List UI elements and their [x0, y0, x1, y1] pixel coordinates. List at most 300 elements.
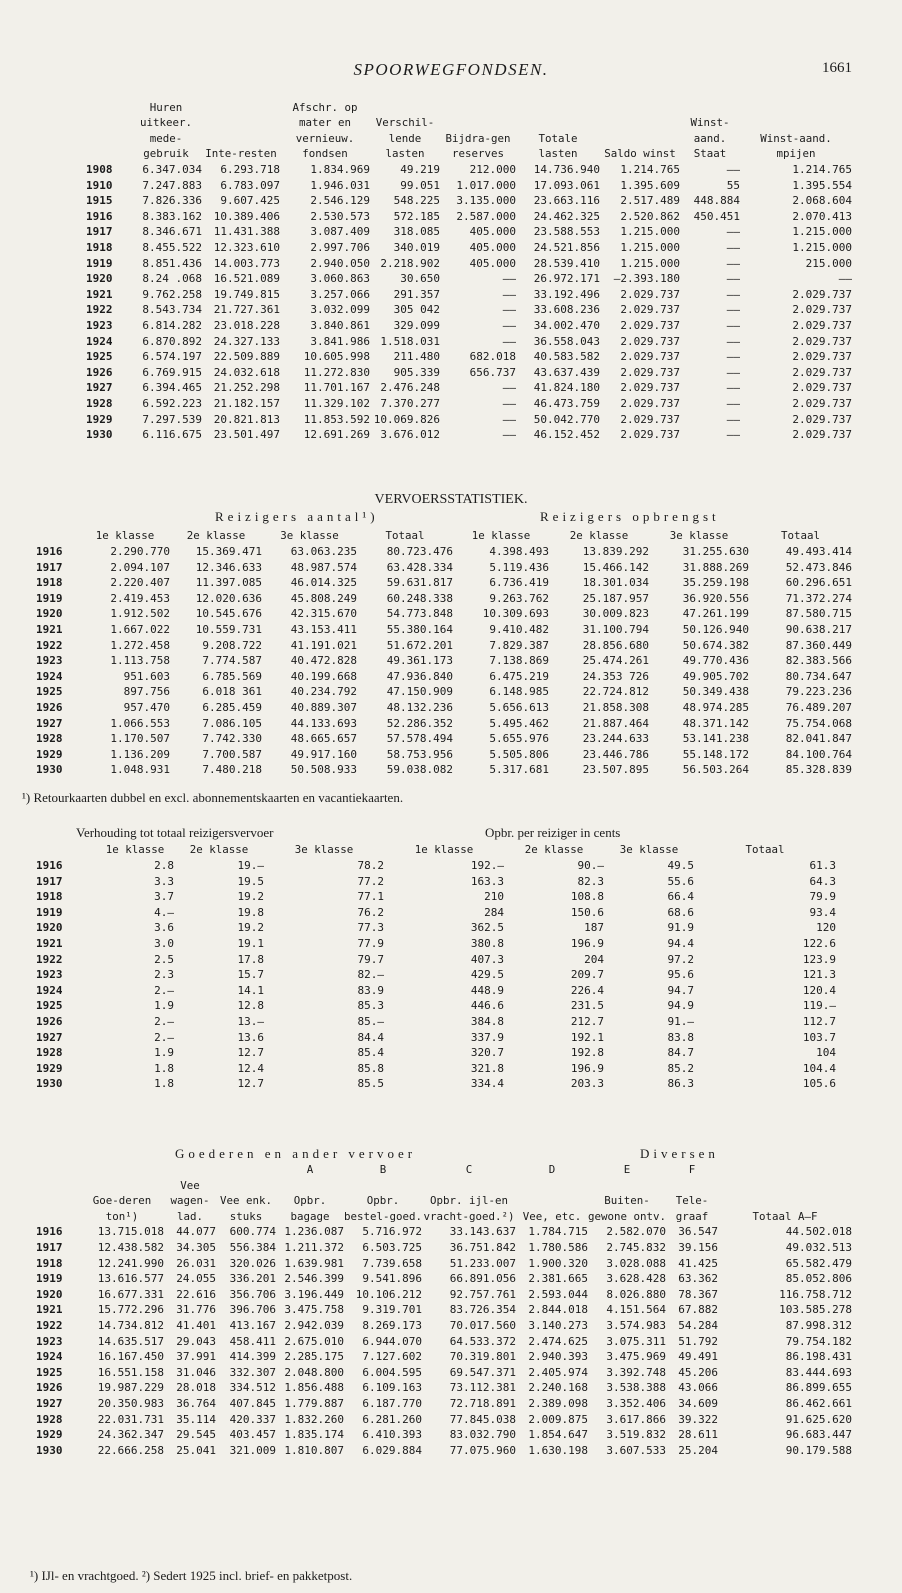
- table-cell: 94.4: [667, 936, 694, 950]
- table-cell: 28.856.680: [582, 638, 649, 652]
- table-cell: 17.8: [237, 952, 264, 966]
- table-cell: 3.676.012: [380, 428, 440, 442]
- table-cell: 19.5: [237, 874, 264, 888]
- column-header: Totaal: [780, 529, 820, 543]
- table-cell: 79.7: [357, 952, 384, 966]
- table-row: [36, 762, 852, 778]
- table-row: [36, 1427, 852, 1443]
- column-header: Bijdra-gen reserves: [445, 131, 511, 161]
- table-cell: 14.1: [237, 983, 264, 997]
- table-cell: 11.701.167: [303, 381, 370, 395]
- table-cell: 22.616: [176, 1287, 216, 1301]
- table-cell: 85.—: [357, 1014, 384, 1028]
- table-cell: 2.029.737: [792, 412, 852, 426]
- table-cell: 19.987.229: [97, 1381, 164, 1395]
- table-cell: 85.5: [357, 1077, 384, 1091]
- table-cell: ——: [502, 396, 516, 410]
- table-cell: ——: [502, 412, 516, 426]
- table-row: [36, 1396, 852, 1412]
- table-cell: 15.369.471: [195, 545, 262, 558]
- group-header-goederen: Goederen en ander vervoer: [175, 1146, 417, 1161]
- table-cell: 334.4: [470, 1077, 504, 1091]
- row-year: 1917: [36, 1240, 63, 1254]
- table-cell: 1.834.969: [310, 163, 370, 176]
- table-cell: 41.425: [678, 1256, 718, 1270]
- row-year: 1921: [86, 287, 113, 301]
- table-cell: 150.6: [570, 905, 604, 919]
- table-cell: 79.754.182: [785, 1334, 852, 1348]
- table-cell: 5.505.806: [489, 747, 549, 761]
- table-row: [36, 1045, 836, 1061]
- table-row: [86, 193, 852, 209]
- table-cell: 28.539.410: [533, 256, 600, 270]
- column-header: 1e klasse: [95, 529, 155, 543]
- table-cell: 47.150.909: [386, 685, 453, 699]
- table-cell: 1.900.320: [528, 1256, 588, 1270]
- table-cell: 20.821.813: [213, 412, 280, 426]
- table-row: [86, 349, 852, 365]
- table-cell: 4.—: [154, 905, 174, 919]
- row-year: 1918: [86, 240, 113, 254]
- table-row: [36, 638, 852, 654]
- table-cell: 90.638.217: [785, 622, 852, 636]
- table-cell: 3.538.388: [606, 1381, 666, 1395]
- table-cell: 91.—: [667, 1014, 694, 1028]
- row-year: 1927: [36, 1396, 63, 1410]
- row-year: 1919: [36, 905, 63, 919]
- table-cell: 86.462.661: [785, 1396, 852, 1410]
- row-year: 1908: [86, 163, 113, 176]
- table-cell: 2.029.737: [620, 396, 680, 410]
- table-cell: 2.290.770: [110, 545, 170, 558]
- table-cell: 7.774.587: [202, 654, 262, 668]
- table-row: [86, 209, 852, 225]
- row-year: 1918: [36, 1256, 63, 1270]
- table-cell: 1.272.458: [110, 638, 170, 652]
- table-cell: 36.558.043: [533, 334, 600, 348]
- column-header: Saldo winst: [604, 147, 676, 161]
- table-cell: 1.639.981: [284, 1256, 344, 1270]
- table-cell: ——: [726, 334, 740, 348]
- table-row: [36, 1240, 852, 1256]
- table-cell: 29.545: [176, 1428, 216, 1442]
- table-cell: 7.480.218: [202, 763, 262, 777]
- table-cell: 6.018 361: [202, 685, 262, 699]
- table-cell: 337.9: [470, 1030, 504, 1044]
- table-cell: 6.592.223: [142, 396, 202, 410]
- table-cell: 45.808.249: [290, 591, 357, 605]
- table-cell: 35.259.198: [682, 576, 749, 590]
- table-cell: 36.547: [678, 1225, 718, 1239]
- row-year: 1925: [36, 685, 63, 699]
- table-cell: 2.593.044: [528, 1287, 588, 1301]
- table-cell: 33.192.496: [533, 287, 600, 301]
- row-year: 1920: [86, 272, 113, 286]
- table-cell: 119.—: [802, 999, 836, 1013]
- table-cell: 15.7: [237, 968, 264, 982]
- table-cell: 9.410.482: [489, 622, 549, 636]
- table-cell: 85.2: [667, 1061, 694, 1075]
- table-cell: 52.473.846: [785, 560, 852, 574]
- table-row: [36, 905, 836, 921]
- table-row: [86, 318, 852, 334]
- table-cell: 36.751.842: [449, 1240, 516, 1254]
- table-cell: 52.286.352: [386, 716, 453, 730]
- table-cell: 6.347.034: [142, 163, 202, 176]
- table-cell: 82.3: [577, 874, 604, 888]
- table-cell: 14.734.812: [97, 1318, 164, 1332]
- table-cell: 458.411: [229, 1334, 276, 1348]
- table-cell: 6.736.419: [489, 576, 549, 590]
- row-year: 1917: [36, 560, 63, 574]
- table-cell: 2.3: [154, 968, 174, 982]
- table-cell: 1.835.174: [284, 1428, 344, 1442]
- table-cell: 51.792: [678, 1334, 718, 1348]
- table-cell: 103.585.278: [779, 1303, 852, 1317]
- table-cell: 1.214.765: [792, 163, 852, 176]
- table-cell: 123.9: [802, 952, 836, 966]
- passenger-table: [36, 526, 852, 778]
- table-cell: 356.706: [229, 1287, 276, 1301]
- table-cell: 5.655.976: [489, 732, 549, 746]
- table-cell: 47.936.840: [386, 669, 453, 683]
- table-cell: 2.029.737: [620, 303, 680, 317]
- table-cell: 7.138.869: [489, 654, 549, 668]
- table-cell: 5.495.462: [489, 716, 549, 730]
- table-cell: ——: [726, 381, 740, 395]
- table-cell: 384.8: [470, 1014, 504, 1028]
- table-row: [86, 287, 852, 303]
- row-year: 1920: [36, 607, 63, 621]
- column-header: Huren uitkeer. mede-gebruik: [139, 100, 192, 161]
- column-header: [86, 90, 130, 162]
- table-cell: 22.031.731: [97, 1412, 164, 1426]
- table-cell: 420.337: [229, 1412, 276, 1426]
- table-cell: 73.112.381: [449, 1381, 516, 1395]
- table-cell: 6.004.595: [362, 1365, 422, 1379]
- table-cell: 28.611: [678, 1428, 718, 1442]
- table-cell: 70.319.801: [449, 1350, 516, 1364]
- table-cell: 3.087.409: [310, 225, 370, 239]
- table-cell: 163.3: [470, 874, 504, 888]
- table-cell: ——: [502, 381, 516, 395]
- table-row: [36, 998, 836, 1014]
- column-header: Goe-deren ton¹): [92, 1194, 152, 1223]
- table-cell: ——: [726, 163, 740, 176]
- table-row: [36, 544, 852, 560]
- column-header: 2e klasse: [189, 843, 249, 857]
- table-cell: ——: [726, 256, 740, 270]
- table-cell: 108.8: [570, 890, 604, 904]
- table-cell: 112.7: [802, 1014, 836, 1028]
- table-cell: ——: [726, 365, 740, 379]
- table-row: [86, 302, 852, 318]
- table-cell: ——: [726, 396, 740, 410]
- table-cell: 83.032.790: [449, 1428, 516, 1442]
- table-cell: 46.473.759: [533, 396, 600, 410]
- table-cell: 49.491: [678, 1350, 718, 1364]
- table-cell: 56.503.264: [682, 763, 749, 777]
- table-cell: 31.046: [176, 1365, 216, 1379]
- row-year: 1917: [86, 225, 113, 239]
- table-cell: 76.489.207: [785, 700, 852, 714]
- table-cell: 2.029.737: [792, 318, 852, 332]
- table-cell: 49.361.173: [386, 654, 453, 668]
- table-row: [36, 858, 836, 874]
- table-cell: 18.301.034: [582, 576, 649, 590]
- row-year: 1916: [86, 209, 113, 223]
- table-cell: 1.395.609: [620, 178, 680, 192]
- row-year: 1928: [36, 1412, 63, 1426]
- table-cell: 59.631.817: [386, 576, 453, 590]
- group-header-reizigers-aantal: Reizigers aantal¹): [215, 509, 379, 524]
- table-cell: 19.2: [237, 890, 264, 904]
- row-year: 1925: [36, 1365, 63, 1379]
- table-cell: 90.179.588: [785, 1443, 852, 1457]
- row-year: 1928: [36, 732, 63, 746]
- column-header: 3e klasse: [294, 843, 354, 857]
- row-year: 1929: [36, 747, 63, 761]
- table-cell: ——: [502, 428, 516, 442]
- table-cell: 46.152.452: [533, 428, 600, 442]
- table-cell: 40.583.582: [533, 350, 600, 364]
- table-cell: 1.518.031: [380, 334, 440, 348]
- table-cell: 13.616.577: [97, 1272, 164, 1286]
- column-header: [36, 840, 96, 858]
- table-cell: 34.609: [678, 1396, 718, 1410]
- row-year: 1929: [36, 1061, 63, 1075]
- table-cell: 334.512: [229, 1381, 276, 1395]
- table-row: [36, 1256, 852, 1272]
- table-cell: 61.3: [809, 859, 836, 872]
- table-row: [86, 224, 852, 240]
- table-cell: 2.029.737: [620, 350, 680, 364]
- table-cell: 36.920.556: [682, 591, 749, 605]
- table-cell: 36.764: [176, 1396, 216, 1410]
- table-cell: 12.7: [237, 1077, 264, 1091]
- column-letter-empty: [36, 1162, 80, 1178]
- table-cell: 3.257.066: [310, 287, 370, 301]
- table-cell: 2.942.039: [284, 1318, 344, 1332]
- row-year: 1910: [86, 178, 113, 192]
- table-cell: 1.215.000: [620, 240, 680, 254]
- table-cell: 104.4: [802, 1061, 836, 1075]
- table-cell: 951.603: [123, 669, 170, 683]
- table-cell: 69.547.371: [449, 1365, 516, 1379]
- table-cell: 50.349.438: [682, 685, 749, 699]
- table-row: [36, 591, 852, 607]
- table-cell: 41.191.021: [290, 638, 357, 652]
- table-cell: 3.7: [154, 890, 174, 904]
- table-cell: 48.665.657: [290, 732, 357, 746]
- table-cell: 6.944.070: [362, 1334, 422, 1348]
- table-cell: 44.502.018: [785, 1225, 852, 1239]
- table-cell: 53.141.238: [682, 732, 749, 746]
- table-cell: ——: [726, 318, 740, 332]
- table-cell: 71.372.274: [785, 591, 852, 605]
- column-header: Totaal A—F: [752, 1209, 818, 1223]
- table-cell: 94.7: [667, 983, 694, 997]
- table-cell: 40.472.828: [290, 654, 357, 668]
- table-row: [36, 967, 836, 983]
- table-cell: 22.724.812: [582, 685, 649, 699]
- table-cell: 3.352.406: [606, 1396, 666, 1410]
- table-cell: 3.135.000: [456, 194, 516, 208]
- table-cell: 1.8: [154, 1077, 174, 1091]
- row-year: 1923: [36, 1334, 63, 1348]
- table-row: [36, 983, 836, 999]
- table-cell: 68.6: [667, 905, 694, 919]
- table-row: [36, 1030, 836, 1046]
- table-row: [36, 1334, 852, 1350]
- table-cell: 446.6: [470, 999, 504, 1013]
- table-cell: 37.991: [176, 1350, 216, 1364]
- table-cell: 448.9: [470, 983, 504, 997]
- table-cell: 41.824.180: [533, 381, 600, 395]
- table-cell: 2.675.010: [284, 1334, 344, 1348]
- table-cell: 23.446.786: [582, 747, 649, 761]
- table-cell: 2.029.737: [792, 428, 852, 442]
- passenger-footnote: ¹) Retourkaarten dubbel en excl. abonnementskaarten en vacantiekaarten.: [22, 790, 404, 805]
- table-cell: 1.395.554: [792, 178, 852, 192]
- table-cell: 3.574.983: [606, 1318, 666, 1332]
- row-year: 1923: [86, 318, 113, 332]
- table-cell: 103.7: [802, 1030, 836, 1044]
- table-cell: 86.3: [667, 1077, 694, 1091]
- table-cell: 3.841.986: [310, 334, 370, 348]
- table-cell: 40.199.668: [290, 669, 357, 683]
- column-letter: F: [688, 1163, 696, 1176]
- table-row: [36, 1412, 852, 1428]
- table-cell: 556.384: [229, 1240, 276, 1254]
- table-cell: 43.153.411: [290, 622, 357, 636]
- table-cell: 49.493.414: [785, 545, 852, 558]
- table-cell: 192.—: [470, 859, 504, 872]
- table-cell: 9.208.722: [202, 638, 262, 652]
- table-cell: 12.7: [237, 1046, 264, 1060]
- table-cell: 1.832.260: [284, 1412, 344, 1426]
- table-cell: 78.367: [678, 1287, 718, 1301]
- table-cell: 49.219: [400, 163, 440, 176]
- financial-table: [86, 90, 852, 443]
- table-cell: 5.656.613: [489, 700, 549, 714]
- row-year: 1922: [36, 1318, 63, 1332]
- table-cell: 405.000: [469, 256, 516, 270]
- table-row: [36, 1271, 852, 1287]
- table-cell: 10.545.676: [195, 607, 262, 621]
- page-title: SPOORWEGFONDSEN.: [353, 60, 549, 79]
- table-cell: 2.094.107: [110, 560, 170, 574]
- table-cell: 14.003.773: [213, 256, 280, 270]
- table-cell: 6.029.884: [362, 1443, 422, 1457]
- table-cell: 35.114: [176, 1412, 216, 1426]
- table-cell: 413.167: [229, 1318, 276, 1332]
- ratio-table: [36, 840, 836, 1092]
- table-cell: 291.357: [393, 287, 440, 301]
- table-cell: 3.607.533: [606, 1443, 666, 1457]
- table-cell: 5.716.972: [362, 1225, 422, 1239]
- table-cell: 51.233.007: [449, 1256, 516, 1270]
- table-cell: 1.066.553: [110, 716, 170, 730]
- table-cell: 2.029.737: [620, 318, 680, 332]
- table-cell: 2.029.737: [620, 334, 680, 348]
- table-cell: 51.672.201: [386, 638, 453, 652]
- table-cell: 3.617.866: [606, 1412, 666, 1426]
- table-cell: 2.587.000: [456, 209, 516, 223]
- section-title-vervoersstatistiek: VERVOERSSTATISTIEK.: [374, 492, 528, 507]
- table-cell: 6.783.097: [220, 178, 280, 192]
- table-cell: 2.029.737: [620, 412, 680, 426]
- table-cell: 9.263.762: [489, 591, 549, 605]
- group-header-diversen: Diversen: [640, 1146, 719, 1161]
- table-cell: 25.204: [678, 1443, 718, 1457]
- table-cell: 2.285.175: [284, 1350, 344, 1364]
- table-row: [36, 889, 836, 905]
- table-row: [86, 380, 852, 396]
- table-row: [36, 700, 852, 716]
- row-year: 1921: [36, 622, 63, 636]
- table-row: [36, 936, 836, 952]
- table-cell: 405.000: [469, 225, 516, 239]
- table-row: [86, 427, 852, 443]
- table-cell: 34.002.470: [533, 318, 600, 332]
- column-header: Totale lasten: [538, 131, 578, 161]
- row-year: 1924: [36, 983, 63, 997]
- table-cell: 203.3: [570, 1077, 604, 1091]
- row-year: 1918: [36, 890, 63, 904]
- table-cell: 3.475.969: [606, 1350, 666, 1364]
- table-cell: 7.297.539: [142, 412, 202, 426]
- table-cell: 2.520.862: [620, 209, 680, 223]
- table-cell: 2.997.706: [310, 240, 370, 254]
- table-cell: 50.508.933: [290, 763, 357, 777]
- table-cell: 1.215.000: [792, 225, 852, 239]
- table-cell: 11.329.102: [303, 396, 370, 410]
- column-header: Totaal: [745, 843, 785, 857]
- table-cell: 8.24 .068: [142, 272, 202, 286]
- table-cell: 21.727.361: [213, 303, 280, 317]
- table-cell: 9.541.896: [362, 1272, 422, 1286]
- table-cell: 21.858.308: [582, 700, 649, 714]
- table-cell: 23.663.116: [533, 194, 600, 208]
- table-cell: 121.3: [802, 968, 836, 982]
- table-cell: 24.521.856: [533, 240, 600, 254]
- table-cell: 211.480: [393, 350, 440, 364]
- column-letter-empty: [80, 1162, 164, 1178]
- row-year: 1922: [86, 303, 113, 317]
- table-cell: 3.196.449: [284, 1287, 344, 1301]
- table-cell: 75.754.068: [785, 716, 852, 730]
- table-cell: 2.029.737: [620, 287, 680, 301]
- table-cell: 380.8: [470, 936, 504, 950]
- table-cell: 19.749.815: [213, 287, 280, 301]
- column-header: 1e klasse: [414, 843, 474, 857]
- table-cell: 318.085: [393, 225, 440, 239]
- table-cell: 50.674.382: [682, 638, 749, 652]
- table-cell: 2.029.737: [792, 334, 852, 348]
- table-cell: 3.028.088: [606, 1256, 666, 1270]
- column-header: Winst-aand. Staat: [690, 116, 730, 161]
- table-cell: 96.683.447: [785, 1428, 852, 1442]
- column-header: 1e klasse: [105, 843, 165, 857]
- table-cell: 8.026.880: [606, 1287, 666, 1301]
- table-cell: 6.109.163: [362, 1381, 422, 1395]
- table-cell: 2.405.974: [528, 1365, 588, 1379]
- table-row: [86, 240, 852, 256]
- table-cell: 55.148.172: [682, 747, 749, 761]
- table-cell: 407.845: [229, 1396, 276, 1410]
- table-cell: 3.032.099: [310, 303, 370, 317]
